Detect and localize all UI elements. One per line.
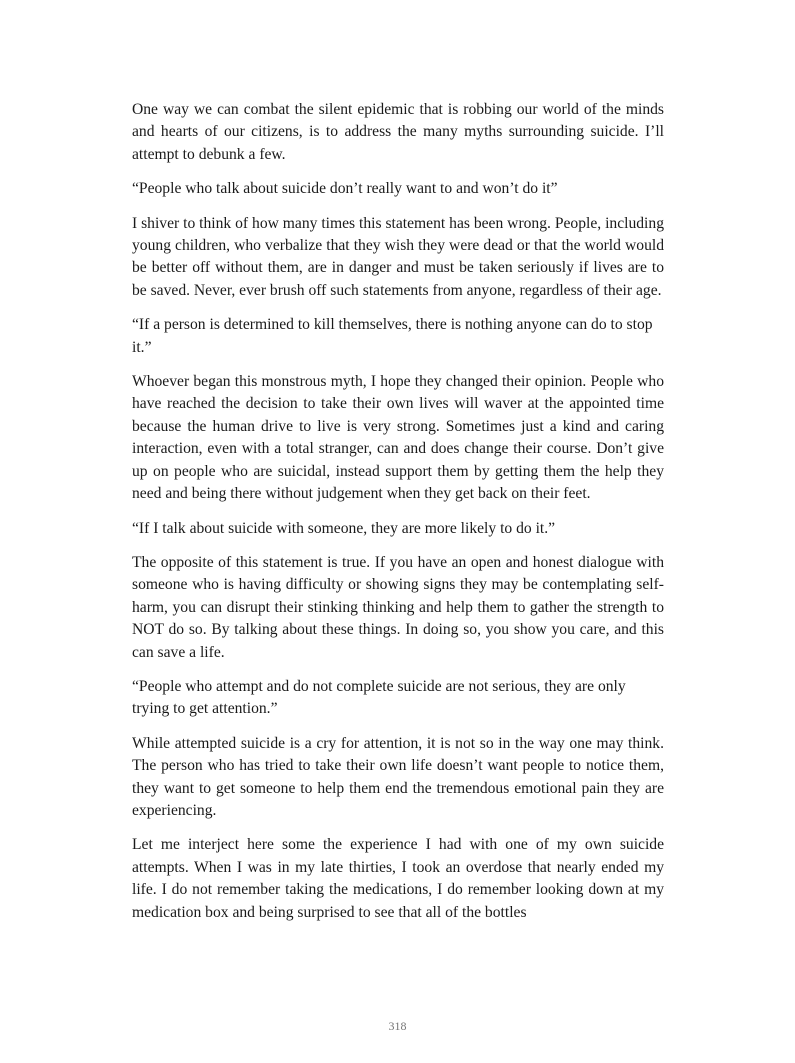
myth-quote-more-likely: “If I talk about suicide with someone, they are more likely to do it.” xyxy=(132,519,556,537)
myth-quote-talk-about-suicide: “People who talk about suicide don’t really want to and won’t do it” xyxy=(132,180,558,198)
paragraph-myths-intro: One way we can combat the silent epidemic that is robbing our world of the minds and hearts of our citizens, is to address the many myths surrounding suicide. I’ll attempt to debunk a few. xyxy=(132,101,664,163)
paragraph-monstrous-myth: Whoever began this monstrous myth, I hope they changed their opinion. People who have reached the decision to take their own lives will waver at the appointed time because the human drive to live is very strong. Sometimes just a kind and caring interaction, even with a total stranger, can and does change their course. Don’t give up on people who are suicidal, instead support them by getting them the help they need and being there without judgement when they get back on their feet. xyxy=(132,373,664,503)
paragraph-opposite-true: The opposite of this statement is true. If you have an open and honest dialogue with someone who is having difficulty or showing signs they may be contemplating self-harm, you can disrupt their stinking thinking and help them to gather the strength to NOT do so. By talking about these things. In doing so, you show you care, and this can save a life. xyxy=(132,553,664,661)
page-body xyxy=(132,99,664,936)
paragraph-statement-wrong: I shiver to think of how many times this statement has been wrong. People, including young children, who verbalize that they wish they were dead or that the world would be better off without them, are in danger and must be taken seriously if lives are to be saved. Never, ever brush off such statements from anyone, regardless of their age. xyxy=(132,214,664,299)
myth-quote-determined-to-kill: “If a person is determined to kill themselves, there is nothing anyone can do to stop it.” xyxy=(132,316,653,356)
paragraph-cry-for-attention: While attempted suicide is a cry for attention, it is not so in the way one may think. The person who has tried to take their own life doesn’t want people to notice them, they want to get someone to help them end the tremendous emotional pain they are experiencing. xyxy=(132,734,664,819)
myth-quote-attention: “People who attempt and do not complete suicide are not serious, they are only trying to get attention.” xyxy=(132,677,626,718)
paragraph-personal-experience: Let me interject here some the experience I had with one of my own suicide attempts. When I was in my late thirties, I took an overdose that nearly ended my life. I do not remember taking the medications, I do remember looking down at my medication box and being surprised to see that all of the bottles xyxy=(132,836,664,921)
page-number: 318 xyxy=(388,1019,407,1033)
